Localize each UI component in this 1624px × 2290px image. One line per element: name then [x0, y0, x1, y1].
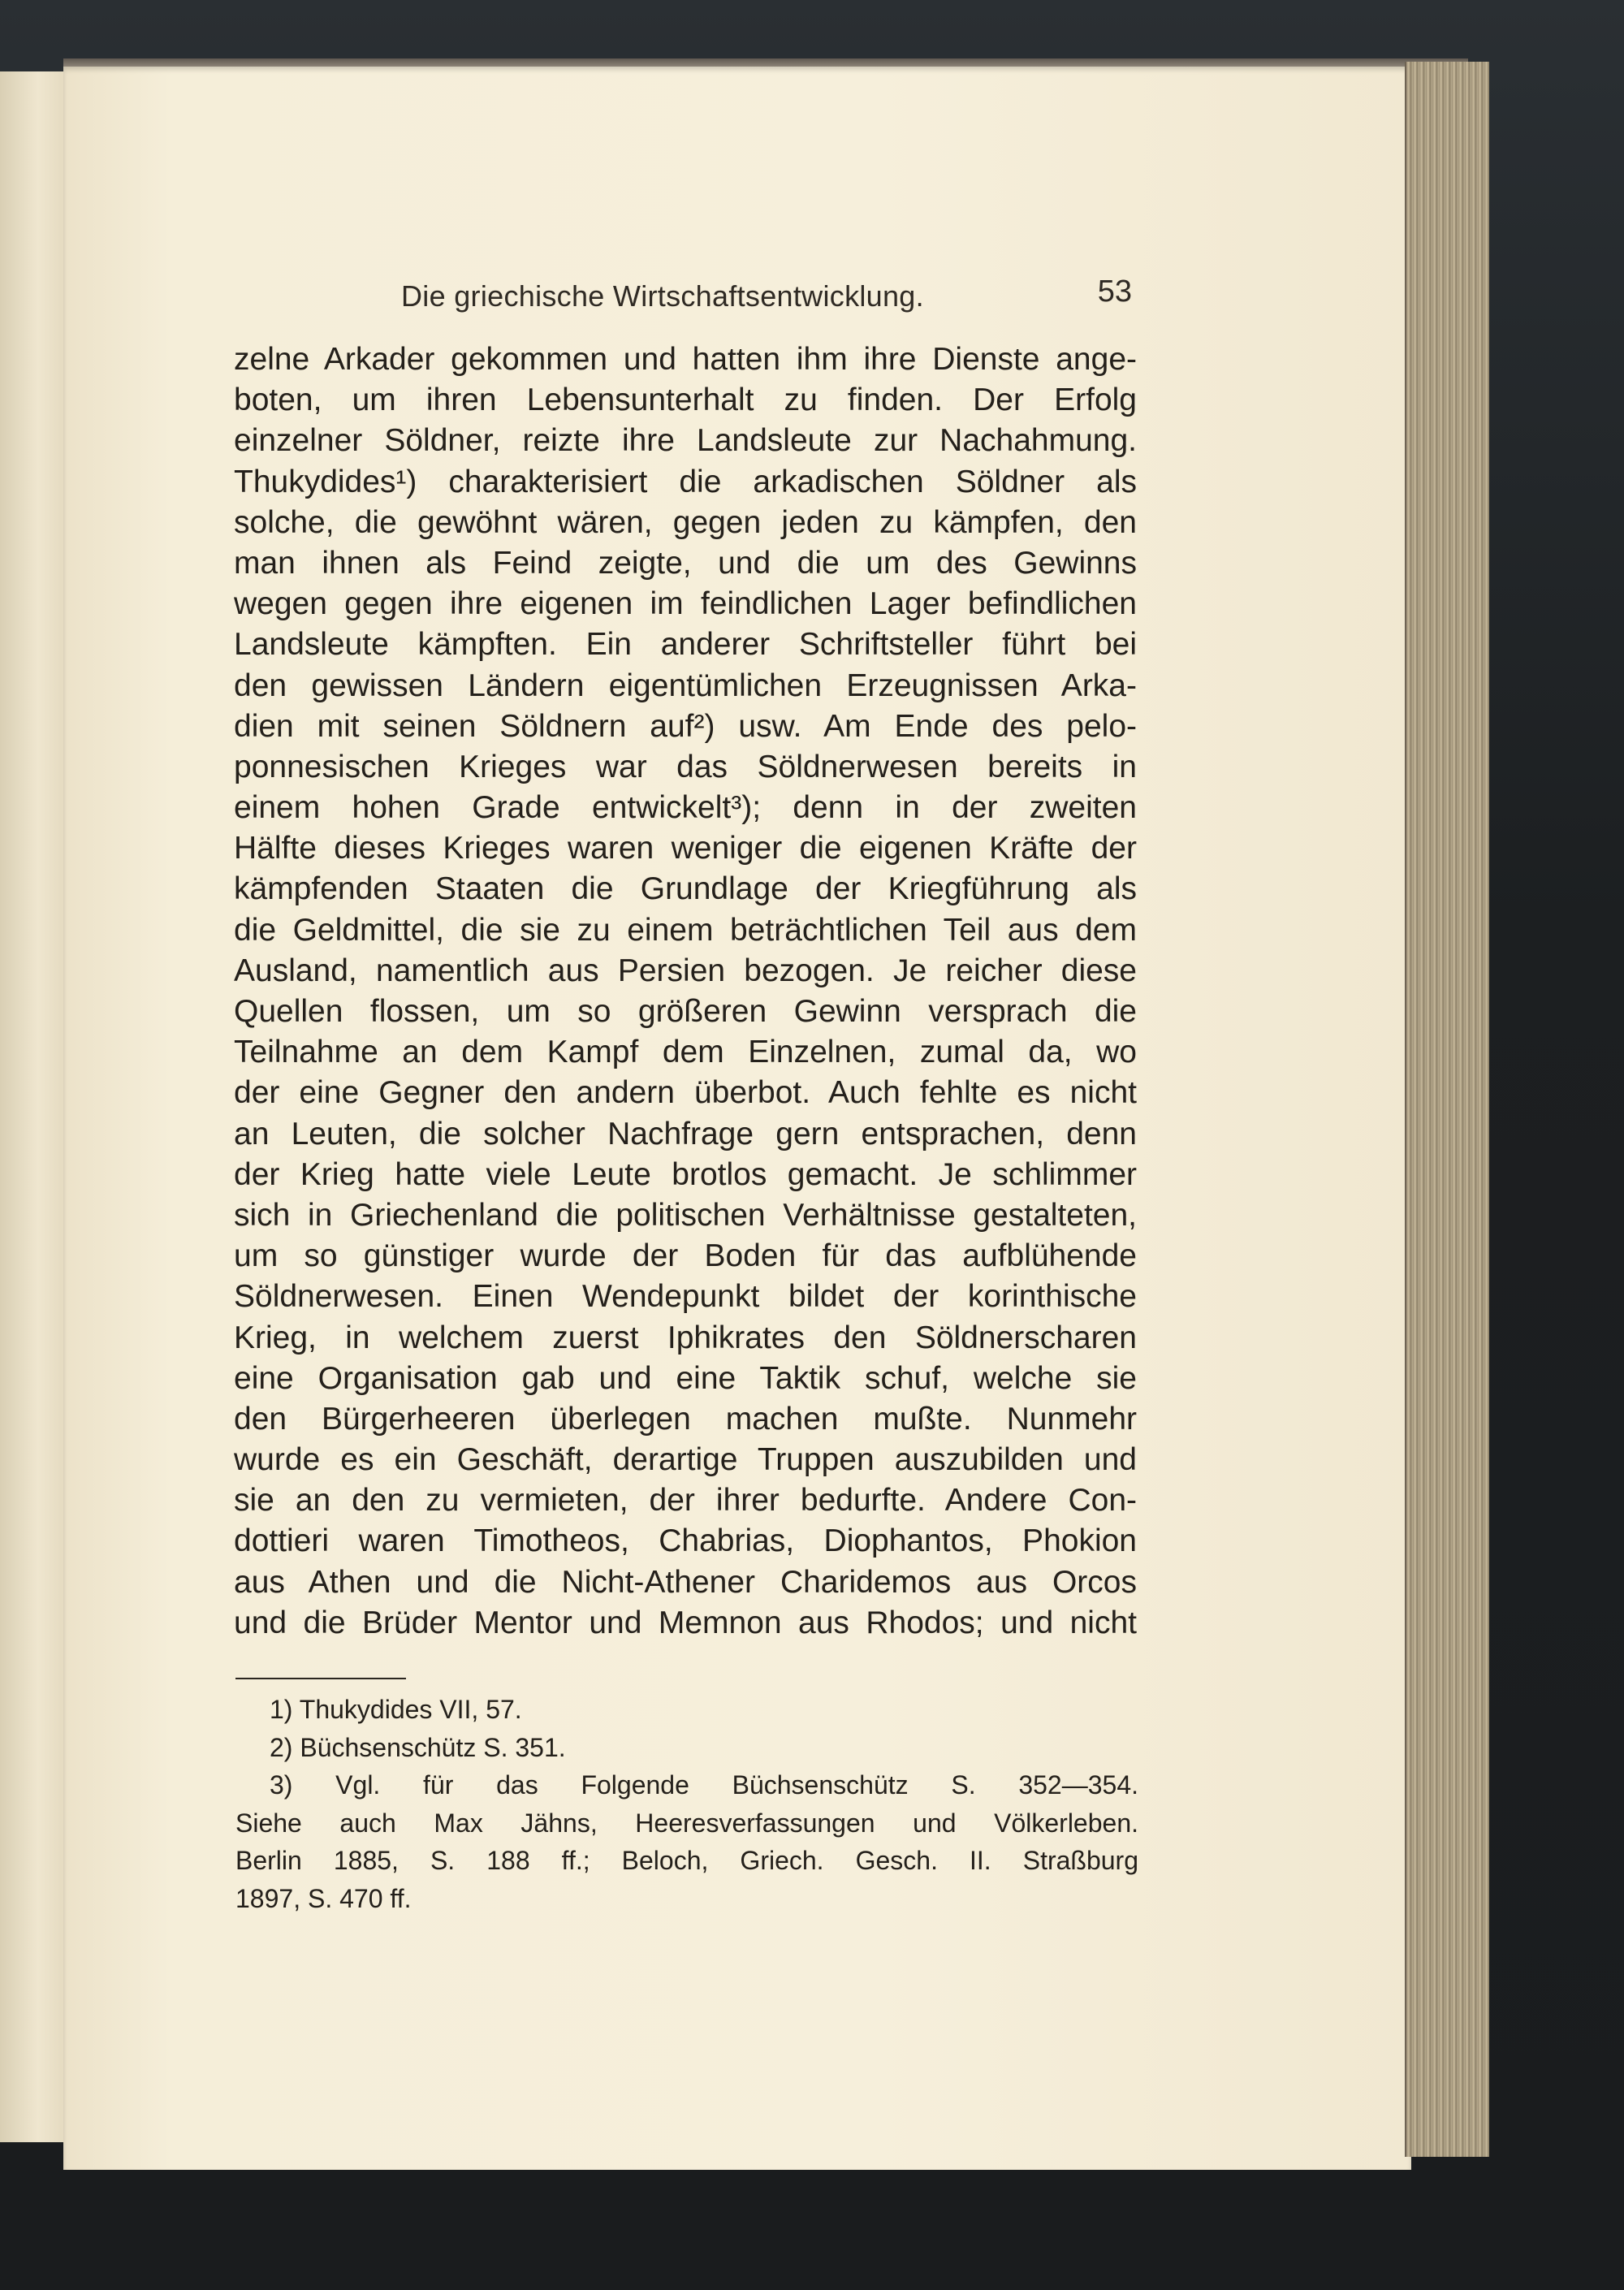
text-line: dottieri waren Timotheos, Chabrias, Diophantos, Phokion: [234, 1523, 1137, 1559]
body-text: [234, 339, 1137, 1644]
text-line: dien mit seinen Söldnern auf²) usw. Am Ende des pelo-: [234, 708, 1137, 744]
text-line: den Bürgerheeren überlegen machen mußte. Nunmehr: [234, 1401, 1137, 1437]
footnote-2: 2) Büchsenschütz S. 351.: [270, 1732, 566, 1762]
text-line: Quellen flossen, um so größeren Gewinn versprach die: [234, 994, 1137, 1029]
page-block-edge: [1405, 62, 1489, 2157]
footnote-3-continued: Siehe auch Max Jähns, Heeresverfassungen und Völkerleben.: [235, 1808, 1138, 1838]
text-line: wegen gegen ihre eigenen im feindlichen Lager befindlichen: [234, 586, 1137, 622]
text-line: und die Brüder Mentor und Memnon aus Rhodos; und nicht: [234, 1605, 1137, 1640]
text-line: an Leuten, die solcher Nachfrage gern entsprachen, denn: [234, 1116, 1137, 1151]
text-line: einzelner Söldner, reizte ihre Landsleute zur Nachahmung.: [234, 423, 1137, 459]
text-line: der eine Gegner den andern überbot. Auch fehlte es nicht: [234, 1075, 1137, 1111]
footnote-3-continued: 1897, S. 470 ff.: [235, 1883, 412, 1913]
text-line: boten, um ihren Lebensunterhalt zu finden. Der Erfolg: [234, 382, 1137, 418]
text-line: der Krieg hatte viele Leute brotlos gemacht. Je schlimmer: [234, 1156, 1137, 1192]
text-line: eine Organisation gab und eine Taktik schuf, welche sie: [234, 1360, 1137, 1396]
footnote-1: 1) Thukydides VII, 57.: [270, 1695, 522, 1724]
text-line: um so günstiger wurde der Boden für das aufblühende: [234, 1238, 1137, 1274]
text-line: ponnesischen Krieges war das Söldnerwesen bereits in: [234, 749, 1137, 784]
text-line: die Geldmittel, die sie zu einem beträchtlichen Teil aus dem: [234, 912, 1137, 948]
footnote-3-continued: Berlin 1885, S. 188 ff.; Beloch, Griech. Gesch. II. Straßburg: [235, 1846, 1138, 1875]
text-line: zelne Arkader gekommen und hatten ihm ihre Dienste ange-: [234, 342, 1137, 377]
text-line: kämpfenden Staaten die Grundlage der Kriegführung als: [234, 871, 1137, 907]
footnote-3: 3) Vgl. für das Folgende Büchsenschütz S. 352—354.: [270, 1770, 1138, 1800]
text-line: man ihnen als Feind zeigte, und die um des Gewinns: [234, 545, 1137, 581]
running-title: Die griechische Wirtschaftsentwicklung.: [401, 279, 924, 313]
text-line: solche, die gewöhnt wären, gegen jeden zu kämpfen, den: [234, 504, 1137, 540]
text-line: Landsleute kämpften. Ein anderer Schriftsteller führt bei: [234, 627, 1137, 663]
text-line: wurde es ein Geschäft, derartige Truppen auszubilden und: [234, 1442, 1137, 1478]
text-line: Krieg, in welchem zuerst Iphikrates den Söldnerscharen: [234, 1320, 1137, 1355]
text-line: Hälfte dieses Krieges waren weniger die eigenen Kräfte der: [234, 831, 1137, 866]
text-line: sich in Griechenland die politischen Verhältnisse gestalteten,: [234, 1197, 1137, 1233]
page-number: 53: [1097, 274, 1132, 309]
text-line: Ausland, namentlich aus Persien bezogen. Je reicher diese: [234, 953, 1137, 988]
facing-page-edge: [0, 71, 66, 2142]
text-line: Thukydides¹) charakterisiert die arkadischen Söldner als: [234, 464, 1137, 499]
text-line: sie an den zu vermieten, der ihrer bedurfte. Andere Con-: [234, 1483, 1137, 1519]
text-line: den gewissen Ländern eigentümlichen Erzeugnissen Arka-: [234, 668, 1137, 703]
footnote-divider: [235, 1678, 406, 1679]
text-line: einem hohen Grade entwickelt³); denn in der zweiten: [234, 790, 1137, 826]
text-line: aus Athen und die Nicht-Athener Charidemos aus Orcos: [234, 1564, 1137, 1600]
footnotes: [235, 1691, 1138, 1917]
text-line: Teilnahme an dem Kampf dem Einzelnen, zumal da, wo: [234, 1035, 1137, 1070]
page-header: [231, 274, 1132, 323]
text-line: Söldnerwesen. Einen Wendepunkt bildet der korinthische: [234, 1279, 1137, 1315]
